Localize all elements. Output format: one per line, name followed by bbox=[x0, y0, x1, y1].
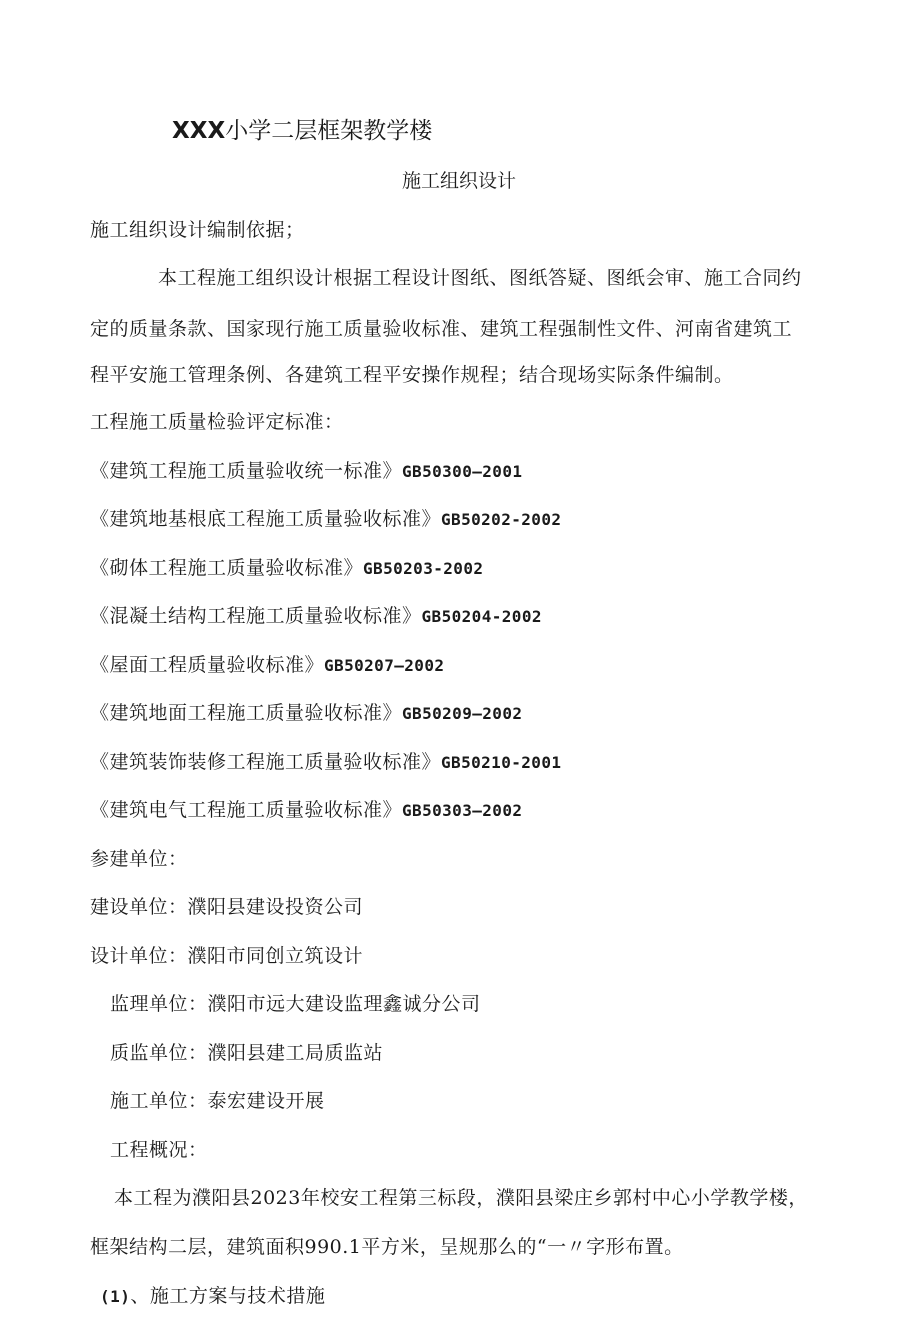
standard-name: 《混凝土结构工程施工质量验收标准》 bbox=[90, 605, 422, 627]
basis-heading: 施工组织设计编制依据； bbox=[90, 219, 305, 241]
section-title: 、施工方案与技术措施 bbox=[130, 1285, 326, 1307]
quality-unit: 质监单位：濮阳县建工局质监站 bbox=[110, 1042, 384, 1064]
standard-code: GB50210-2001 bbox=[441, 753, 562, 772]
units-heading: 参建单位： bbox=[90, 848, 188, 870]
standard-item bbox=[90, 701, 522, 726]
builder-unit: 施工单位：泰宏建设开展 bbox=[110, 1090, 325, 1112]
title-prefix: XXX bbox=[172, 118, 226, 144]
standard-item bbox=[90, 798, 522, 823]
standard-code: GB50203-2002 bbox=[363, 559, 484, 578]
title-main: 小学二层框架教学楼 bbox=[225, 118, 433, 144]
basis-paragraph-line-2: 定的质量条款、国家现行施工质量验收标准、建筑工程强制性文件、河南省建筑工 bbox=[90, 318, 793, 340]
standard-name: 《建筑装饰装修工程施工质量验收标准》 bbox=[90, 751, 442, 773]
standards-heading: 工程施工质量检验评定标准： bbox=[90, 411, 344, 433]
overview-line-1: 本工程为濮阳县2023年校安工程第三标段，濮阳县梁庄乡郭村中心小学教学楼， bbox=[114, 1187, 808, 1209]
document-title bbox=[172, 116, 432, 146]
standard-code: GB50300—2001 bbox=[402, 462, 523, 481]
standard-name: 《建筑地面工程施工质量验收标准》 bbox=[90, 702, 403, 724]
standard-item bbox=[90, 459, 522, 484]
section-number: (1) bbox=[100, 1287, 131, 1306]
standard-item bbox=[90, 653, 444, 678]
standard-item bbox=[90, 556, 483, 581]
section-1-heading bbox=[100, 1284, 325, 1309]
basis-paragraph-line-1: 本工程施工组织设计根据工程设计图纸、图纸答疑、图纸会审、施工合同约 bbox=[158, 267, 802, 289]
standard-name: 《建筑电气工程施工质量验收标准》 bbox=[90, 799, 403, 821]
construction-unit: 建设单位：濮阳县建设投资公司 bbox=[90, 896, 364, 918]
standard-item bbox=[90, 750, 561, 775]
document-subtitle: 施工组织设计 bbox=[402, 170, 517, 192]
standard-name: 《屋面工程质量验收标准》 bbox=[90, 654, 325, 676]
supervision-unit: 监理单位：濮阳市远大建设监理鑫诚分公司 bbox=[110, 993, 481, 1015]
overview-line-2: 框架结构二层，建筑面积990.1平方米，呈规那么的“一〃字形布置。 bbox=[90, 1236, 684, 1258]
standard-item bbox=[90, 507, 561, 532]
standard-name: 《建筑工程施工质量验收统一标准》 bbox=[90, 460, 403, 482]
basis-paragraph-line-3: 程平安施工管理条例、各建筑工程平安操作规程；结合现场实际条件编制。 bbox=[90, 364, 734, 386]
standard-code: GB50204-2002 bbox=[421, 607, 542, 626]
standard-code: GB50207—2002 bbox=[324, 656, 445, 675]
standard-name: 《建筑地基根底工程施工质量验收标准》 bbox=[90, 508, 442, 530]
design-unit: 设计单位：濮阳市同创立筑设计 bbox=[90, 945, 364, 967]
standard-code: GB50209—2002 bbox=[402, 704, 523, 723]
overview-heading: 工程概况： bbox=[110, 1139, 208, 1161]
standard-item bbox=[90, 604, 542, 629]
standard-code: GB50202-2002 bbox=[441, 510, 562, 529]
standard-code: GB50303—2002 bbox=[402, 801, 523, 820]
standard-name: 《砌体工程施工质量验收标准》 bbox=[90, 557, 364, 579]
